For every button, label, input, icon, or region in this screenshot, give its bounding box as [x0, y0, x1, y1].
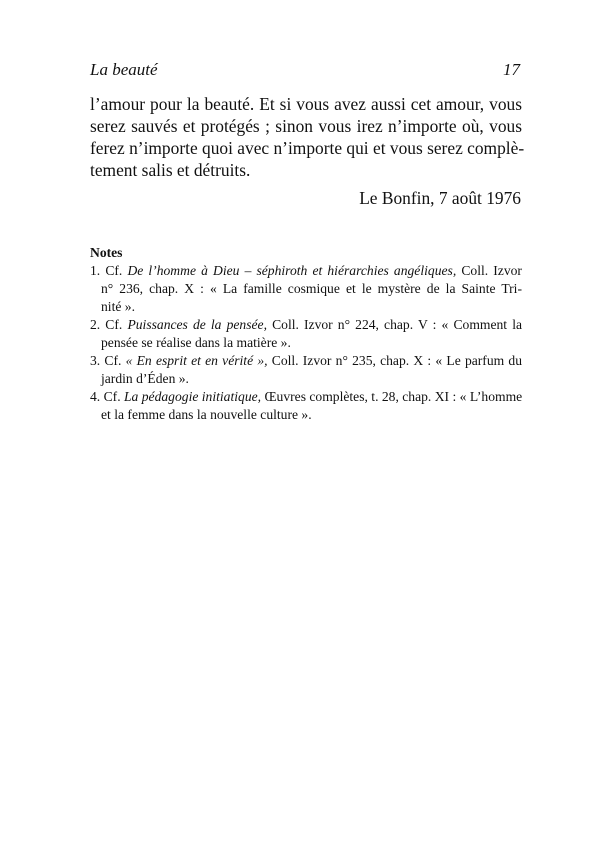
note-work-title: La pédagogie initiatique, — [124, 389, 262, 404]
note-line: nité ». — [101, 299, 135, 314]
note-line: jardin d’Éden ». — [101, 371, 189, 386]
note-item — [90, 388, 522, 424]
note-number: 1. Cf. — [90, 263, 123, 278]
note-line — [90, 388, 522, 406]
note-reference: Coll. Izvor — [461, 263, 522, 278]
note-number: 3. Cf. — [90, 353, 122, 368]
note-number: 4. Cf. — [90, 389, 121, 404]
note-line — [90, 352, 522, 370]
note-reference: Coll. Izvor n° 224, chap. V : « Comment la — [272, 317, 522, 332]
note-line: et la femme dans la nouvelle culture ». — [101, 407, 312, 422]
note-reference: Coll. Izvor n° 235, chap. X : « Le parfum du — [271, 353, 522, 368]
page-number: 17 — [503, 60, 520, 79]
notes-section — [90, 244, 522, 424]
note-line: n° 236, chap. X : « La famille cosmique et le mystère de la Sainte Tri- — [101, 281, 522, 296]
note-work-title: « En esprit et en vérité », — [125, 353, 268, 368]
notes-heading: Notes — [90, 245, 123, 260]
note-item — [90, 262, 522, 316]
body-line: serez sauvés et protégés ; sinon vous irez n’importe où, vous — [90, 116, 522, 136]
note-number: 2. Cf. — [90, 317, 123, 332]
body-line: ferez n’importe quoi avec n’importe qui et vous serez complè- — [90, 138, 525, 158]
body-line: l’amour pour la beauté. Et si vous avez aussi cet amour, vous — [90, 94, 522, 114]
note-item — [90, 352, 522, 388]
note-reference: Œuvres complètes, t. 28, chap. XI : « L’homme — [264, 389, 523, 404]
body-line: tement salis et détruits. — [90, 160, 251, 180]
running-header — [90, 60, 520, 82]
note-line — [90, 316, 522, 334]
note-work-title: De l’homme à Dieu – séphiroth et hiérarchies angéliques, — [127, 263, 457, 278]
note-line — [90, 262, 522, 280]
note-line: pensée se réalise dans la matière ». — [101, 335, 291, 350]
note-work-title: Puissances de la pensée, — [127, 317, 267, 332]
note-item — [90, 316, 522, 352]
place-date-signature: Le Bonfin, 7 août 1976 — [359, 188, 521, 208]
body-paragraph — [90, 93, 525, 181]
section-title: La beauté — [90, 60, 158, 79]
